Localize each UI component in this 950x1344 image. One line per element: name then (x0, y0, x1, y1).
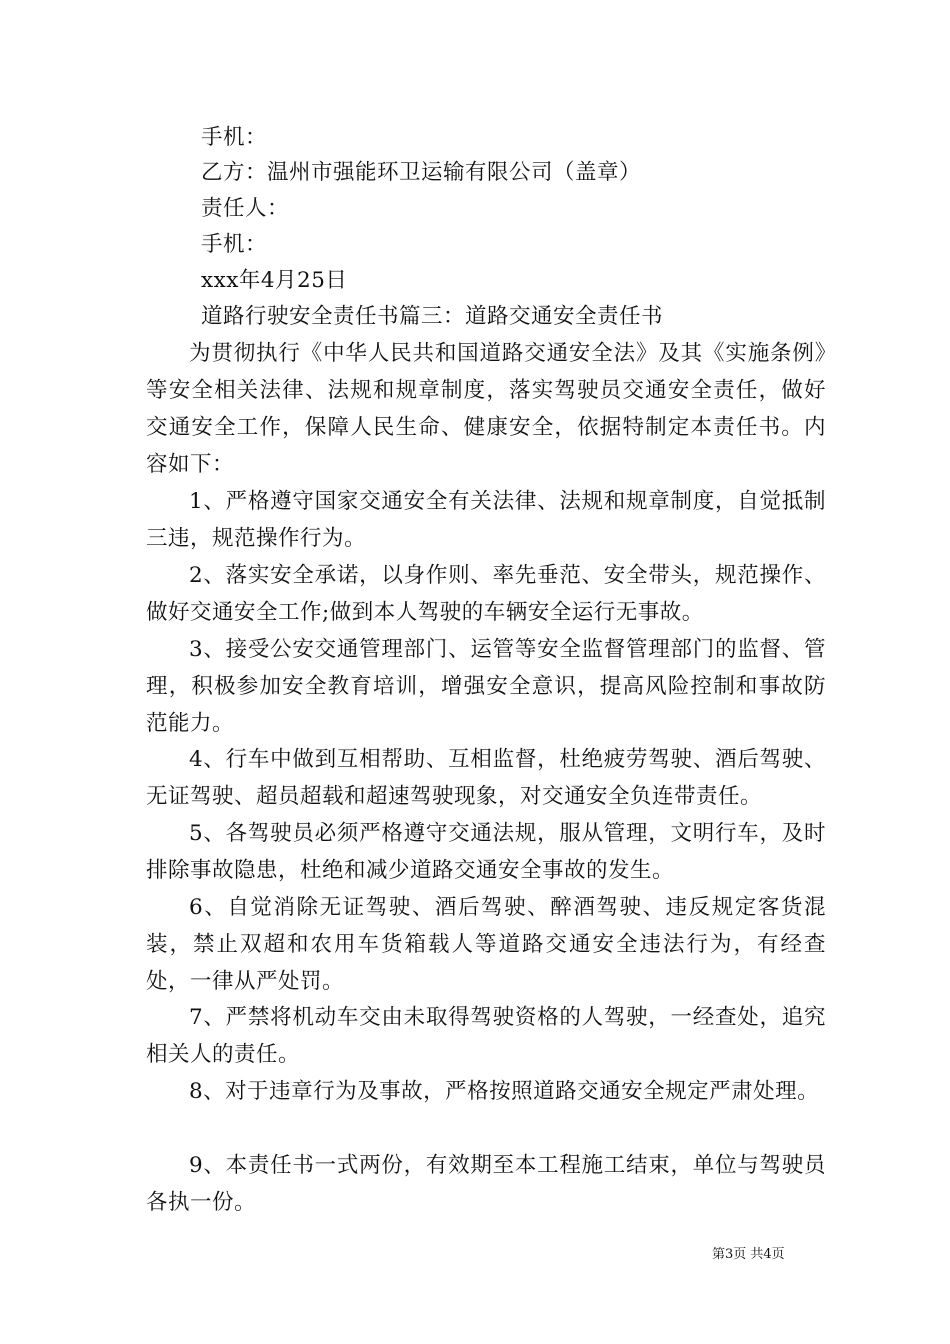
clause-6: 6、自觉消除无证驾驶、酒后驾驶、醉酒驾驶、违反规定客货混装，禁止双超和农用车货箱载人等道路交通安全违法行为，有经查处，一律从严处罚。 (146, 895, 826, 994)
section-title: 道路行驶安全责任书篇三：道路交通安全责任书 (201, 304, 664, 329)
responsible-person-label: 责任人： (201, 196, 290, 221)
clause-8: 8、对于违章行为及事故，严格按照道路交通安全规定严肃处理。 (189, 1079, 820, 1104)
date-line: xxx年4月25日 (201, 268, 348, 293)
clause-1: 1、严格遵守国家交通安全有关法律、法规和规章制度，自觉抵制三违，规范操作行为。 (146, 489, 826, 551)
clause-3: 3、接受公安交通管理部门、运管等安全监督管理部门的监督、管理，积极参加安全教育培训，增强安全意识，提高风险控制和事故防范能力。 (146, 637, 826, 736)
clause-5: 5、各驾驶员必须严格遵守交通法规，服从管理，文明行车，及时排除事故隐患，杜绝和减少道路交通安全事故的发生。 (146, 821, 826, 883)
page-number: 第3页 共4页 (712, 1247, 785, 1262)
phone-label-2: 手机： (201, 232, 268, 257)
intro-paragraph: 为贯彻执行《中华人民共和国道路交通安全法》及其《实施条例》等安全相关法律、法规和规章制度，落实驾驶员交通安全责任，做好交通安全工作，保障人民生命、健康安全，依据特制定本责任书。内容如下： (146, 341, 826, 477)
clause-2: 2、落实安全承诺，以身作则、率先垂范、安全带头，规范操作、做好交通安全工作;做到本人驾驶的车辆安全运行无事故。 (146, 563, 826, 625)
clause-7: 7、严禁将机动车交由未取得驾驶资格的人驾驶，一经查处，追究相关人的责任。 (146, 1005, 826, 1067)
clause-9: 9、本责任书一式两份，有效期至本工程施工结束，单位与驾驶员各执一份。 (146, 1153, 826, 1215)
phone-label-1: 手机： (201, 125, 268, 150)
clause-4: 4、行车中做到互相帮助、互相监督，杜绝疲劳驾驶、酒后驾驶、无证驾驶、超员超载和超速驾驶现象，对交通安全负连带责任。 (146, 747, 826, 809)
party-b-line: 乙方：温州市强能环卫运输有限公司（盖章） (201, 160, 642, 185)
